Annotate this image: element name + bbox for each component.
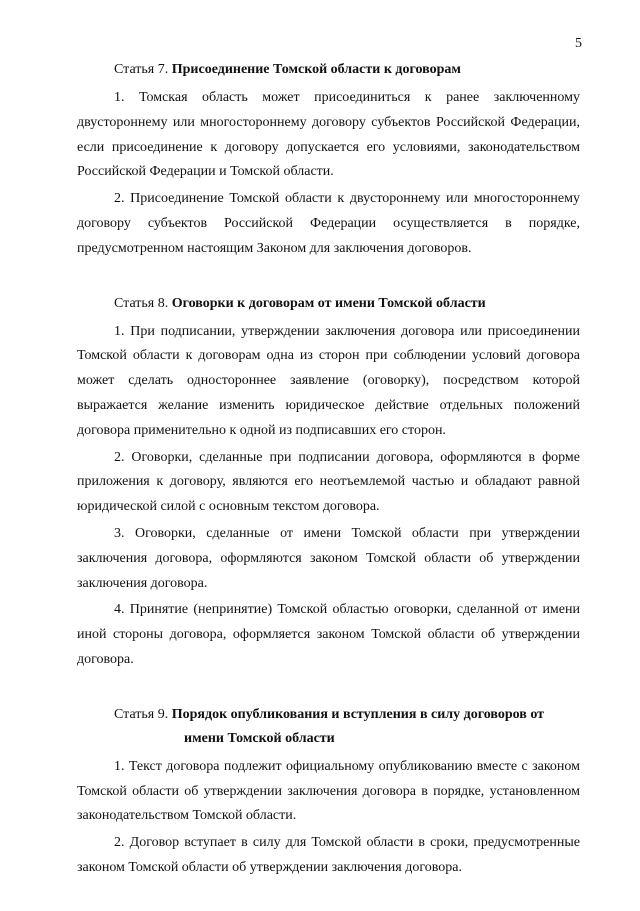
article-heading (77, 58, 580, 82)
paragraph: 2. Оговорки, сделанные при подписании договора, оформляются в форме приложения к договору, являются его неотъемлемой частью и обладают равной юридической силой с основным текстом договора. (77, 449, 580, 515)
document-body (77, 58, 580, 911)
article-title: Присоединение Томской области к договорам (171, 62, 461, 77)
article-heading (77, 703, 580, 751)
article-label: Статья 8. (114, 295, 169, 311)
article-title-continuation: имени Томской области (184, 730, 335, 746)
page-number: 5 (575, 36, 582, 51)
paragraph: 1. Текст договора подлежит официальному опубликованию вместе с законом Томской области об утверждении заключения договора в порядке, установленном законодательством Томской области. (77, 758, 580, 824)
paragraph: 2. Договор вступает в силу для Томской области в сроки, предусмотренные законом Томской области об утверждении заключения договора. (77, 835, 580, 875)
paragraph: 2. Присоединение Томской области к двустороннему или многостороннему договору субъектов Российской Федерации осуществляется в порядке, предусмотренном настоящим Законом для заключения договоров. (77, 191, 580, 256)
article-title: Порядок опубликования и вступления в силу договоров от (171, 706, 545, 722)
paragraph: 3. Оговорки, сделанные от имени Томской области при утверждении заключения договора, оформляются законом Томской области об утверждении заключения договора. (77, 525, 580, 591)
paragraph: 1. При подписании, утверждении заключения договора или присоединении Томской области к договорам одна из сторон при соблюдении условий договора может сделать одностороннее заявление (оговорку), посредством которой выражается желание изменить юридическое действие отдельных положений договора применительно к одной из подписавших его сторон. (77, 323, 580, 438)
article-8 (77, 292, 580, 673)
article-label: Статья 7. (114, 62, 169, 77)
article-title: Оговорки к договорам от имени Томской области (171, 295, 486, 311)
article-7 (77, 58, 580, 262)
paragraph: 4. Принятие (непринятие) Томской областью оговорки, сделанной от имени иной стороны договора, оформляется законом Томской области об утверждении договора. (77, 602, 580, 667)
article-9 (77, 703, 580, 881)
article-heading (77, 292, 580, 316)
paragraph: 1. Томская область может присоединиться к ранее заключенному двустороннему или многостороннему договору субъектов Российской Федерации, если присоединение к договору допускается его условиями, законодательством Российской Федерации и Томской области. (77, 90, 580, 180)
article-label: Статья 9. (114, 706, 169, 722)
